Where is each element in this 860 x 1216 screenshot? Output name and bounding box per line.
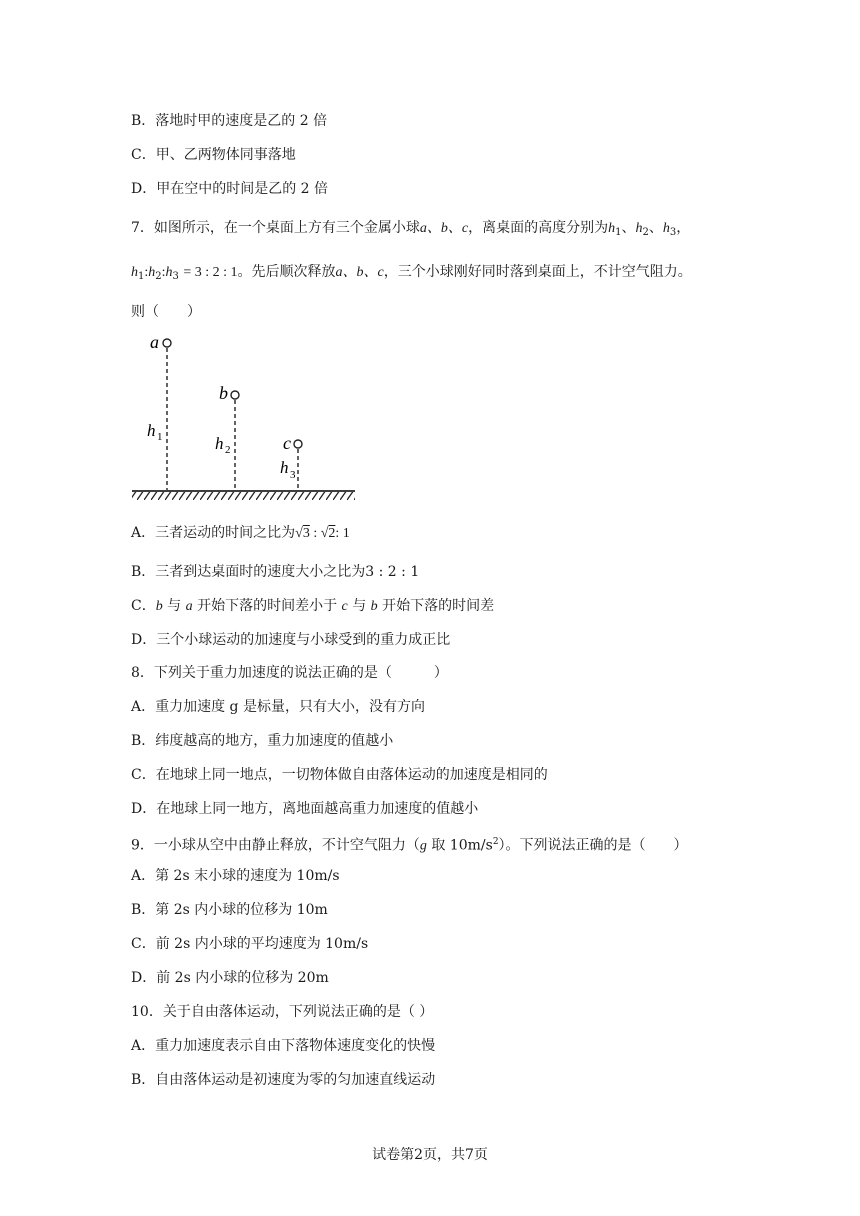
q8-option-c: C．在地球上同一地点，一切物体做自由落体运动的加速度是相同的 <box>131 767 548 783</box>
table-hatching <box>132 492 355 500</box>
svg-text:1: 1 <box>157 431 163 443</box>
q6-option-c: C．甲、乙两物体同事落地 <box>131 147 296 163</box>
label-h2: h <box>215 434 224 453</box>
label-a: a <box>150 332 159 352</box>
q9-option-a: A．第 2s 末小球的速度为 10m/s <box>131 868 340 884</box>
page-footer: 试卷第2页，共7页 <box>372 1147 488 1163</box>
q9-option-d: D．前 2s 内小球的位移为 20m <box>131 970 329 986</box>
label-b: b <box>219 383 228 403</box>
q8-option-d: D．在地球上同一地方，离地面越高重力加速度的值越小 <box>131 801 479 817</box>
q8-option-b: B．纬度越高的地方，重力加速度的值越小 <box>131 733 394 749</box>
label-h3: h <box>280 458 289 477</box>
q10-stem: 10．关于自由落体运动，下列说法正确的是（ ） <box>131 1004 434 1020</box>
q6-option-b: B．落地时甲的速度是乙的 2 倍 <box>131 113 328 129</box>
q9-stem: 9．一小球从空中由静止释放，不计空气阻力（g 取 $10m/s^2$）。下列说法正确的是（ ） <box>131 837 688 854</box>
q7-option-a: A．三者运动的时间之比为√3 : √2: 1 <box>131 525 350 541</box>
label-h1: h <box>147 421 156 440</box>
svg-text:2: 2 <box>225 444 231 456</box>
q7-option-d: D．三个小球运动的加速度与小球受到的重力成正比 <box>131 632 451 648</box>
q7-option-c: C．b 与 a 开始下落的时间差小于 c 与 b 开始下落的时间差 <box>131 598 495 614</box>
q6-option-d: D．甲在空中的时间是乙的 2 倍 <box>131 181 329 197</box>
ball-b <box>231 391 239 399</box>
q8-option-a: A．重力加速度 g 是标量，只有大小，没有方向 <box>131 699 425 715</box>
svg-text:3: 3 <box>290 469 296 481</box>
q10-option-a: A．重力加速度表示自由下落物体速度变化的快慢 <box>131 1038 436 1054</box>
ball-c <box>294 440 302 448</box>
q7-stem-line2: $h_1:h_2:h_3 = 3$ : 2 : 1。先后顺次释放a、b、c，三个小球刚好同时落到桌面上，不计空气阻力。 <box>131 264 692 282</box>
q7-stem-line1: 7．如图所示，在一个桌面上方有三个金属小球a、b、c，离桌面的高度分别为$h_1$、$h_2$、$h_3$， <box>131 220 691 238</box>
ball-a <box>163 339 171 347</box>
label-c: c <box>283 433 291 453</box>
q8-stem: 8．下列关于重力加速度的说法正确的是（ ） <box>131 665 448 681</box>
q7-option-b: B．三者到达桌面时的速度大小之比为3 : 2 : 1 <box>131 564 420 580</box>
q10-option-b: B．自由落体运动是初速度为零的匀加速直线运动 <box>131 1072 436 1088</box>
falling-balls-figure <box>130 330 370 500</box>
q9-option-c: C．前 2s 内小球的平均速度为 10m/s <box>131 936 369 952</box>
q7-then: 则（ ） <box>131 304 201 320</box>
q9-option-b: B．第 2s 内小球的位移为 10m <box>131 902 328 918</box>
